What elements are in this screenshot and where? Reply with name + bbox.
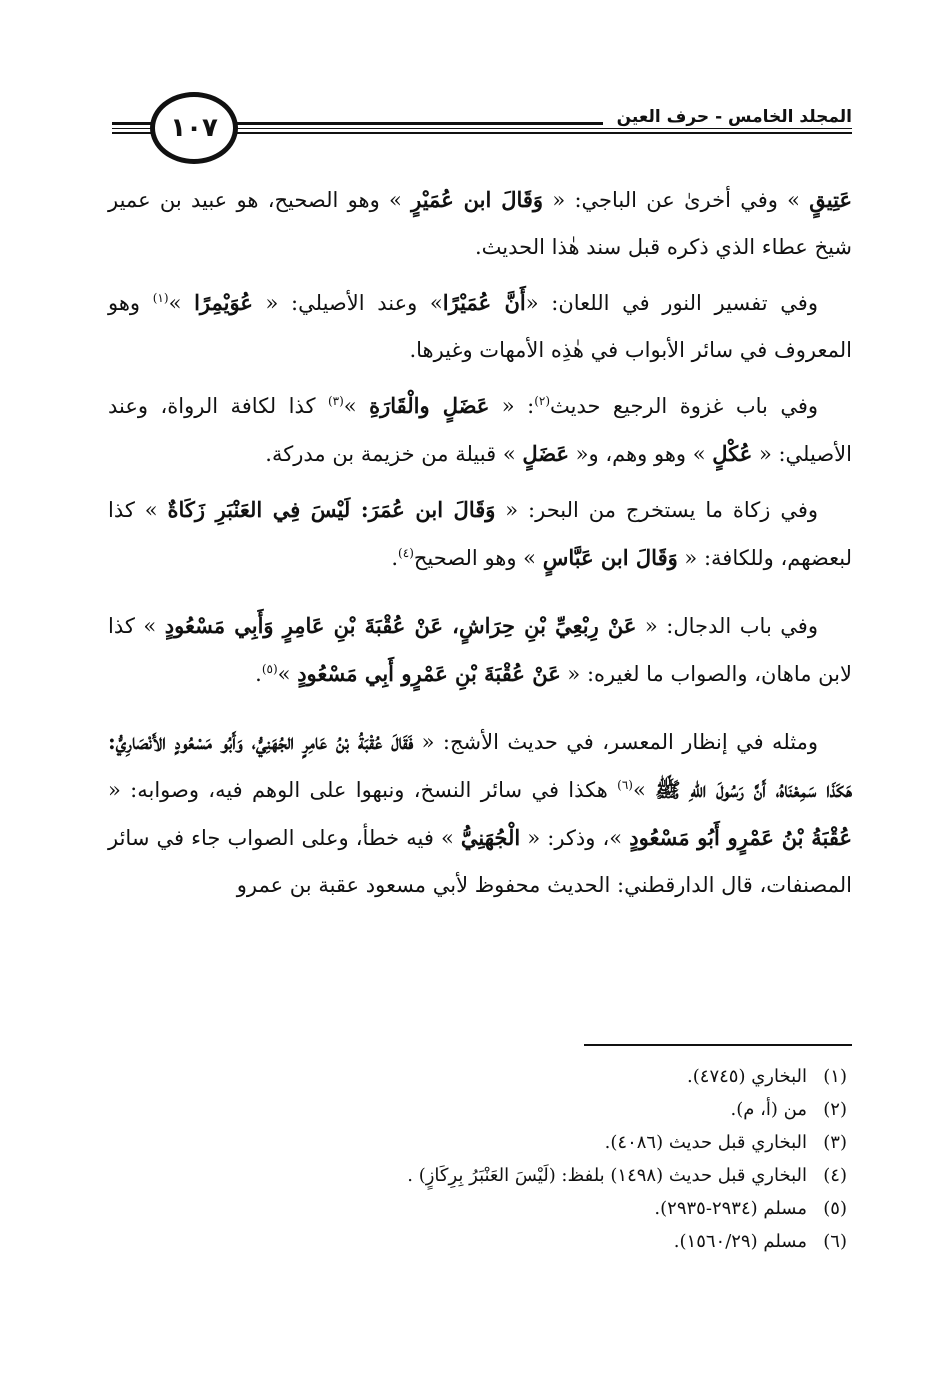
footnote-ref-2[interactable]: (٢) [534, 394, 551, 408]
text-run: وفي باب غزوة الرجيع حديث [550, 394, 818, 418]
quote-text: عَضَلٍ والْقَارَةِ [369, 393, 490, 418]
footnote-number: (٥) [823, 1198, 847, 1219]
footnote-4 [103, 1161, 847, 1191]
footnote-text: مسلم (٢٩٣٤-٢٩٣٥). [654, 1198, 807, 1219]
footnote-1 [103, 1062, 847, 1092]
text-run: » وهو الصحيح، هو عبيد بن عمير شيخ عطاء الذي ذكره قبل سند هٰذا الحديث. [108, 188, 852, 259]
quote-text: وَقَالَ ابن عُمَرَ: لَيْسَ فِي العَنْبَرِ زَكَاةٌ [167, 497, 496, 522]
footnote-text: مسلم (١٥٦٠/٢٩). [673, 1231, 807, 1252]
footnote-text: البخاري (٤٧٤٥). [687, 1066, 807, 1087]
footnote-ref-1[interactable]: (١) [152, 291, 169, 305]
page-header [112, 92, 852, 164]
footnote-number: (١) [823, 1066, 847, 1087]
footnote-2 [103, 1095, 847, 1125]
paragraph-1 [108, 176, 852, 271]
text-run: » [343, 394, 370, 418]
footnote-text: البخاري قبل حديث (٤٠٨٦). [604, 1132, 807, 1153]
text-run: » [632, 778, 656, 802]
text-run: . [391, 546, 399, 570]
quote-text: عُوَيْمِرًا [194, 290, 253, 315]
footnote-6 [103, 1227, 847, 1257]
quote-text: الْجُهَنِيُّ [460, 825, 521, 850]
running-title: المجلد الخامس - حرف العين [603, 106, 852, 128]
quote-text: وَقَالَ ابن عَبَّاسٍ [542, 545, 678, 570]
quote-text: عَنْ رِبْعِيِّ بْنِ حِرَاشٍ، عَنْ عُقْبَةَ بْنِ عَامِرٍ وَأَبِي مَسْعُودٍ [164, 613, 637, 638]
footnote-ref-6[interactable]: (٦) [617, 778, 633, 792]
text-run: » كذا لبعضهم، وللكافة: « [108, 498, 852, 570]
quote-text: فَقَالَ عُقْبَةُ بْنُ عَامِرٍ الجُهَنِيُّ، وَأَبُو مَسْعُودٍ الأَنْصَارِيُّ: هَكَذَا سَمِعْنَاهُ، أَنَّ رَسُولَ اللهِ ﷺ [108, 729, 852, 802]
footnote-ref-4[interactable]: (٤) [398, 546, 414, 560]
footnote-number: (٣) [823, 1132, 847, 1153]
text-run: » [277, 662, 298, 686]
footnotes-list [103, 1062, 847, 1260]
text-run: هكذا في سائر النسخ، ونبهوا على الوهم فيه، وصوابه: « [108, 778, 618, 802]
text-run: » وهو وهم، و« [569, 442, 713, 466]
text-run: وفي زكاة ما يستخرج من البحر: « [495, 498, 819, 522]
text-run: ومثله في إنظار المعسر، في حديث الأشج: « [413, 730, 818, 754]
footnote-text: من (أ، م). [730, 1099, 807, 1120]
text-run: »، وذكر: « [520, 826, 630, 850]
text-run: » كذا لابن ماهان، والصواب ما لغيره: « [108, 614, 852, 686]
main-text [108, 176, 852, 917]
footnote-number: (٢) [823, 1099, 847, 1120]
quote-text: عَضَلٍ [522, 441, 569, 466]
footnote-5 [103, 1194, 847, 1224]
footnote-text: البخاري قبل حديث (١٤٩٨) بلفظ: (لَيْسَ العَنْبَرُ بِرِكَازٍ) . [407, 1165, 807, 1186]
text-run: » وعند الأصيلي: « [252, 291, 443, 315]
paragraph-5 [108, 602, 852, 698]
footnote-ref-3[interactable]: (٣) [327, 394, 344, 408]
text-run: » وفي أخرىٰ عن الباجي: « [543, 188, 810, 212]
paragraph-3 [108, 382, 852, 478]
text-run: وفي باب الدجال: « [636, 614, 818, 638]
text-run: : « [489, 394, 535, 418]
paragraph-4 [108, 486, 852, 582]
text-run: » قبيلة من خزيمة بن مدركة. [265, 442, 523, 466]
paragraph-2 [108, 279, 852, 374]
text-run: » وهو الصحيح [413, 546, 543, 570]
text-run: كذا لكافة الرواة، وعند الأصيلي: « [108, 394, 852, 466]
paragraph-6 [108, 718, 852, 909]
footnote-number: (٦) [823, 1231, 847, 1252]
quote-text: أَنَّ عُمَيْرًا [442, 290, 526, 315]
quote-text: عَتِيقٍ [809, 187, 853, 212]
page-number-badge [150, 92, 238, 164]
text-run: وهو المعروف في سائر الأبواب في هٰذِه الأمهات وغيرها. [108, 291, 852, 362]
quote-text: عُقْبَةُ بْنُ عَمْرٍو أَبُو مَسْعُودٍ [629, 825, 853, 850]
footnote-ref-5[interactable]: (٥) [261, 662, 278, 676]
quote-text: عَنْ عُقْبَةَ بْنِ عَمْرٍو أَبِي مَسْعُودٍ [297, 661, 561, 686]
text-run: » فيه خطأ، وعلى الصواب جاء في سائر المصنفات، قال الدارقطني: الحديث محفوظ لأبي مسعود عقبة بن عمرو [108, 826, 852, 897]
text-run: وفي تفسير النور في اللعان: « [525, 291, 818, 315]
text-run: . [255, 662, 262, 686]
page-number: ١٠٧ [170, 113, 218, 143]
footnote-number: (٤) [823, 1165, 847, 1186]
footnote-separator [584, 1044, 852, 1046]
quote-text: وَقَالَ ابن عُمَيْرٍ [411, 187, 544, 212]
text-run: » [168, 291, 195, 315]
footnote-3 [103, 1128, 847, 1158]
quote-text: عُكْلٍ [712, 441, 753, 466]
